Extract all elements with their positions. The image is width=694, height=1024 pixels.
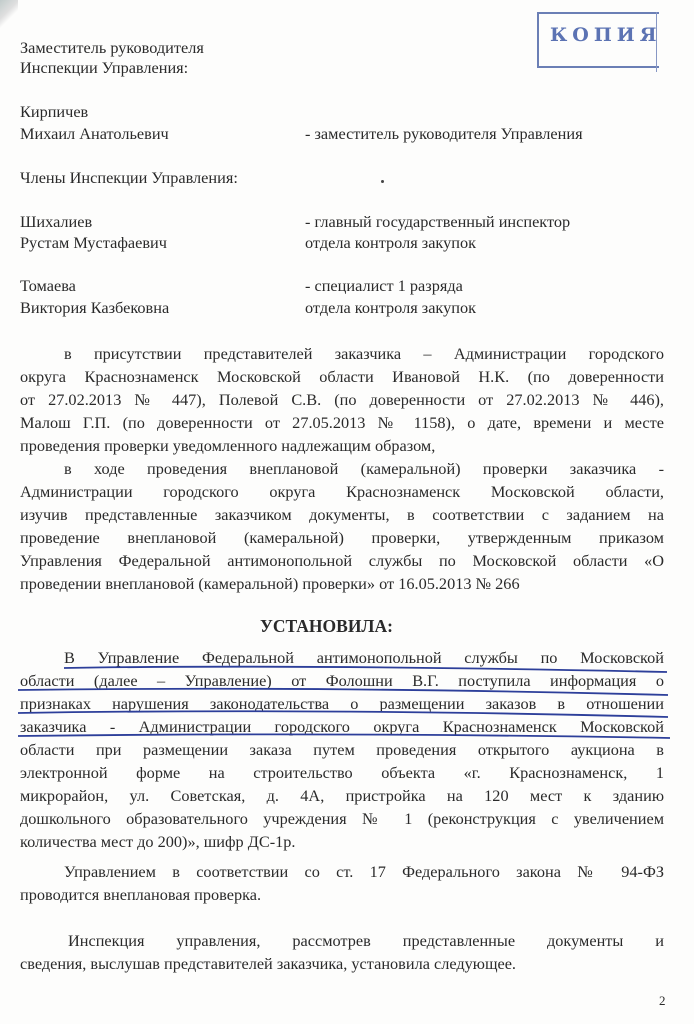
members-label: Члены Инспекции Управления: [20,168,238,187]
text-line: округа Краснознаменск Московской области Ивановой Н.К. (по доверенности [20,367,664,386]
text-line: сведения, выслушав представителей заказчика, установила следующее. [20,954,517,973]
deputy-label-line-1: Заместитель руководителя [20,38,204,57]
text-line: количества мест до 200)», шифр ДС-1р. [20,832,296,851]
speck-dot [381,180,384,183]
text-line: признаках нарушения законодательства о размещении заказов в отношении [20,694,664,713]
deputy-label-line-2: Инспекции Управления: [20,58,189,77]
text-line: Администрации городского округа Краснознаменск Московской области, [20,482,664,501]
text-line: электронной форме на строительство объекта «г. Краснознаменск, 1 [20,763,664,782]
text-line: Управления Федеральной антимонопольной службы по Московской области «О [20,551,664,570]
person-role-dept: отдела контроля закупок [305,233,476,252]
person-surname: Кирпичев [20,102,89,121]
text-line: дошкольного образовательного учреждения № 1 (реконструкция с увеличением [20,809,664,828]
person-role-dept: отдела контроля закупок [305,298,476,317]
person-surname: Шихалиев [20,212,93,231]
person-name: Рустам Мустафаевич [20,233,167,252]
person-name: Виктория Казбековна [20,298,170,317]
text-line: области при размещении заказа путем проведения открытого аукциона в [20,740,664,759]
person-role: - главный государственный инспектор [305,212,571,231]
person-surname: Томаева [20,276,76,295]
text-line: в ходе проведения внеплановой (камеральной) проверки заказчика - [64,459,664,478]
text-line: проведение внеплановой (камеральной) проверки, утвержденным приказом [20,528,664,547]
text-line: Управлением в соответствии со ст. 17 Федерального закона № 94-ФЗ [64,862,664,881]
text-line: заказчика - Администрации городского округа Краснознаменск Московской [20,717,664,736]
text-line: проведении внеплановой (камеральной) проверки» от 16.05.2013 № 266 [20,574,520,593]
text-line: микрорайон, ул. Советская, д. 4А, пристройка на 120 мест к зданию [20,786,664,805]
text-line: проведения проверки уведомленного надлежащим образом, [20,436,436,455]
person-role: - специалист 1 разряда [305,276,463,295]
person-role: - заместитель руководителя Управления [305,124,583,143]
section-heading: УСТАНОВИЛА: [260,616,393,636]
text-line: Малош Г.П. (по доверенности от 27.05.2013 № 1158), о дате, времени и месте [20,413,664,432]
text-line: области (далее – Управление) от Фолошни В.Г. поступила информация о [20,671,664,690]
text-line: проводится внеплановая проверка. [20,885,262,904]
copy-stamp-label: КОПИЯ [550,24,662,46]
page-number: 2 [659,993,666,1008]
text-line: в присутствии представителей заказчика – Администрации городского [64,344,664,363]
text-line: изучив представленные заказчиком документы, в соответствии с заданием на [20,505,664,524]
text-line: Инспекция управления, рассмотрев представленные документы и [68,931,664,950]
scan-corner-mark [0,0,18,30]
text-line: В Управление Федеральной антимонопольной службы по Московской [64,648,664,667]
text-line: от 27.02.2013 № 447), Полевой С.В. (по доверенности от 27.02.2013 № 446), [20,390,664,409]
person-name: Михаил Анатольевич [20,124,169,143]
